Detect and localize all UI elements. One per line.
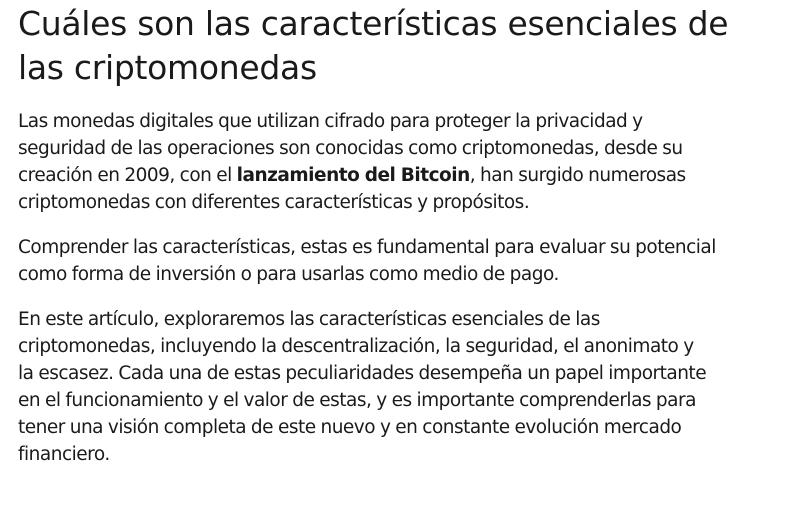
- paragraph-overview-line-1: En este artículo, exploraremos las características esenciales de las: [18, 309, 600, 330]
- article-title-line-1: Cuáles son las características esenciales de: [18, 4, 729, 43]
- paragraph-intro-line-3-after: , han surgido numerosas: [469, 165, 686, 186]
- article-title-line-2: las criptomonedas: [18, 48, 317, 87]
- paragraph-understanding: [18, 234, 803, 288]
- bitcoin-launch-emphasis: lanzamiento del Bitcoin: [236, 165, 470, 186]
- paragraph-intro-line-3-before: creación en 2009, con el: [18, 165, 237, 186]
- paragraph-intro-line-1: Las monedas digitales que utilizan cifrado para proteger la privacidad y: [18, 111, 643, 132]
- paragraph-understanding-line-2: como forma de inversión o para usarlas como medio de pago.: [18, 264, 559, 285]
- paragraph-overview-line-5: tener una visión completa de este nuevo y en constante evolución mercado: [18, 417, 682, 438]
- article-body: [18, 0, 803, 468]
- paragraph-overview-line-4: en el funcionamiento y el valor de estas, y es importante comprenderlas para: [18, 390, 696, 411]
- paragraph-intro: [18, 108, 803, 216]
- paragraph-overview-line-3: la escasez. Cada una de estas peculiaridades desempeña un papel importante: [18, 363, 707, 384]
- paragraph-intro-line-2: seguridad de las operaciones son conocidas como criptomonedas, desde su: [18, 138, 683, 159]
- paragraph-intro-line-4: criptomonedas con diferentes características y propósitos.: [18, 192, 530, 213]
- paragraph-overview-line-2: criptomonedas, incluyendo la descentralización, la seguridad, el anonimato y: [18, 336, 694, 357]
- paragraph-understanding-line-1: Comprender las características, estas es fundamental para evaluar su potencial: [18, 237, 716, 258]
- article-title: [18, 0, 803, 90]
- paragraph-overview-line-6: financiero.: [18, 444, 110, 465]
- paragraph-overview: [18, 306, 803, 468]
